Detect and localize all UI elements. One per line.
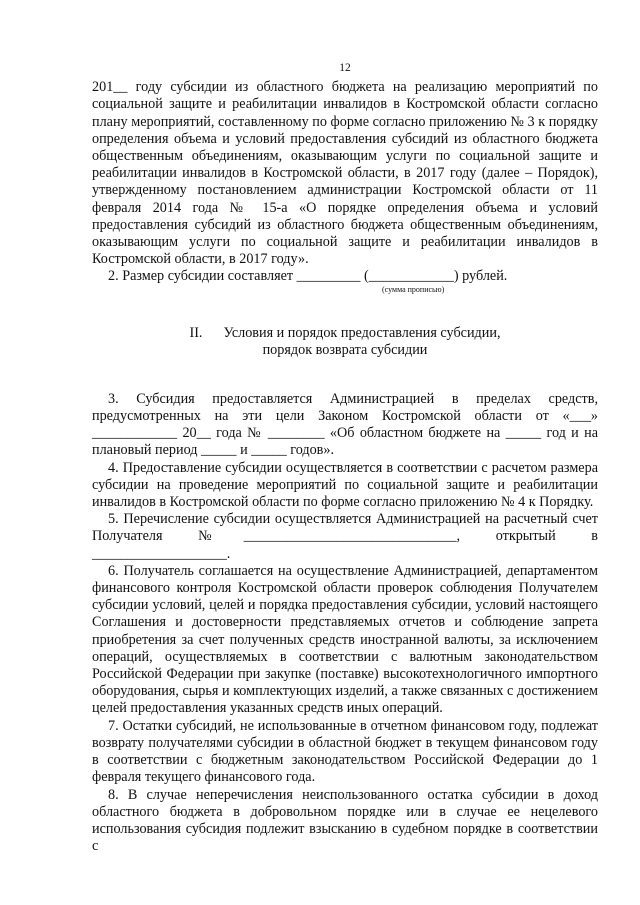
section-2-title-text: Условия и порядок предоставления субсидии,: [223, 324, 501, 341]
paragraph-7: 7. Остатки субсидий, не использованные в отчетном финансовом году, подлежат возврату получателями субсидии в областной бюджет в текущем финансовом году в соответствии с бюджетным законодательством Российской Федерации до 1 февраля текущего финансового года.: [92, 717, 598, 786]
page-number: 12: [339, 62, 351, 74]
section-2-title-line1: [92, 325, 598, 343]
amount-in-words-caption: (сумма прописью): [382, 284, 445, 294]
paragraph-8: 8. В случае неперечисления неиспользованного остатка субсидии в доход областного бюджета в добровольном порядке или в случае ее нецелевого использования субсидия подлежит взысканию в судебном порядке в соответствии с: [92, 786, 598, 855]
paragraph-5: 5. Перечисление субсидии осуществляется Администрацией на расчетный счет Получателя №______________________________, открытый в ___________________.: [92, 511, 598, 562]
document-page: [92, 60, 598, 855]
paragraph-6: 6. Получатель соглашается на осуществление Администрацией, департаментом финансового контроля Костромской области проверок соблюдения Получателем субсидии условий, целей и порядка предоставления субсидии, условий настоящего Соглашения и достоверности представляемых отчетов и соблюдение запрета приобретения за счет полученных средств иностранной валюты, за исключением операций, осуществляемых в соответствии с валютным законодательством Российской Федерации при закупке (поставке) высокотехнологичного импортного оборудования, сырья и комплектующих изделий, а также связанных с достижением целей предоставления указанных средств иных операций.: [92, 562, 598, 717]
paragraph-4: 4. Предоставление субсидии осуществляется в соответствии с расчетом размера субсидии на проведение мероприятий по социальной защите и реабилитации инвалидов в Костромской области по форме согласно приложению № 4 к Порядку.: [92, 459, 598, 511]
paragraph-2-subsidy-size: 2. Размер субсидии составляет _________ (____________) рублей.: [108, 268, 508, 285]
section-2-title-line2: порядок возврата субсидии: [262, 342, 428, 359]
paragraph-intro: 201__ году субсидии из областного бюджета на реализацию мероприятий по социальной защите и реабилитации инвалидов в Костромской области согласно плану мероприятий, составленному по форме согласно приложению № 3 к порядку определения объема и условий предоставления субсидий из областного бюджета общественным объединениям, оказывающим услуги по социальной защите и реабилитации инвалидов в Костромской области, в 2017 году (далее – Порядок), утвержденному постановлением администрации Костромской области от 11 февраля 2014 года № 15-а «О порядке определения объема и условий предоставления субсидий из областного бюджета общественным объединениям, оказывающим услуги по социальной защите и реабилитации инвалидов в Костромской области, в 2017 году».: [92, 79, 598, 268]
section-2-heading: [92, 325, 598, 360]
section-2-number: II.: [189, 324, 203, 341]
paragraph-3: 3. Субсидия предоставляется Администрацией в пределах средств, предусмотренных на эти цели Законом Костромской области от «___» ____________ 20__ года № ________ «Об областном бюджете на _____ год и на плановый период _____ и _____ годов».: [92, 390, 598, 459]
